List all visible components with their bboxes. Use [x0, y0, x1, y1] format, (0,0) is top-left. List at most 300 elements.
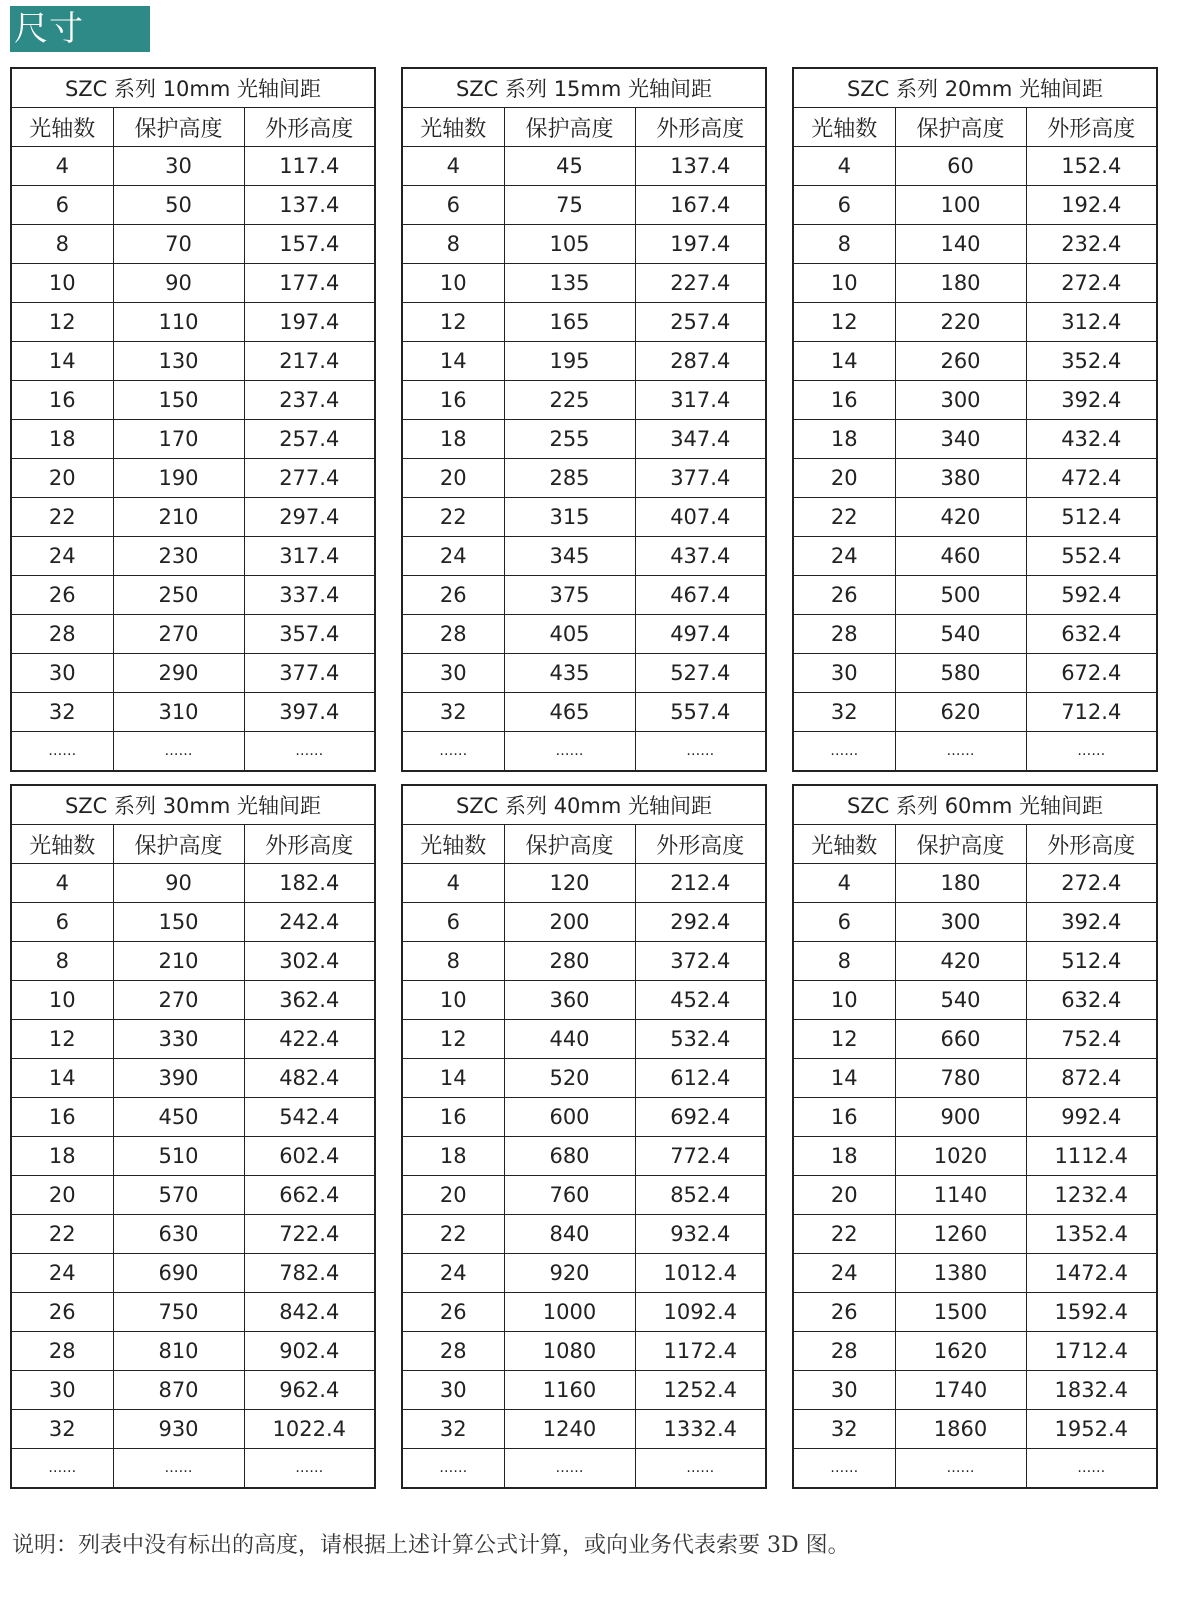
ellipsis-cell: ……: [793, 732, 895, 772]
table-cell: 28: [793, 615, 895, 654]
table-cell: 1952.4: [1026, 1410, 1157, 1449]
table-cell: 500: [895, 576, 1026, 615]
table-cell: 345: [504, 537, 635, 576]
table-cell: 352.4: [1026, 342, 1157, 381]
table-cell: 90: [113, 264, 244, 303]
table-cell: 180: [895, 864, 1026, 903]
table-cell: 465: [504, 693, 635, 732]
table-cell: 70: [113, 225, 244, 264]
table-cell: 1472.4: [1026, 1254, 1157, 1293]
table-cell: 1000: [504, 1293, 635, 1332]
table-cell: 902.4: [244, 1332, 375, 1371]
table-cell: 600: [504, 1098, 635, 1137]
table-cell: 22: [11, 498, 113, 537]
table-cell: 557.4: [635, 693, 766, 732]
table-cell: 232.4: [1026, 225, 1157, 264]
column-header: 光轴数: [402, 825, 504, 864]
table-cell: 372.4: [635, 942, 766, 981]
table-cell: 435: [504, 654, 635, 693]
table-cell: 24: [793, 1254, 895, 1293]
page-title: 尺寸表：: [10, 6, 150, 52]
table-cell: 10: [793, 264, 895, 303]
column-header: 保护高度: [504, 825, 635, 864]
table-row: [11, 537, 375, 576]
table-cell: 392.4: [1026, 903, 1157, 942]
table-cell: 24: [402, 1254, 504, 1293]
table-cell: 8: [402, 225, 504, 264]
table-cell: 340: [895, 420, 1026, 459]
table-row: [793, 186, 1157, 225]
table-cell: 390: [113, 1059, 244, 1098]
ellipsis-row: [11, 732, 375, 772]
table-cell: 14: [402, 1059, 504, 1098]
table-row: [793, 1098, 1157, 1137]
table-row: [402, 1254, 766, 1293]
table-cell: 16: [793, 1098, 895, 1137]
column-header: 光轴数: [11, 825, 113, 864]
table-cell: 32: [402, 1410, 504, 1449]
table-cell: 22: [11, 1215, 113, 1254]
table-cell: 8: [793, 942, 895, 981]
table-cell: 10: [402, 264, 504, 303]
table-cell: 297.4: [244, 498, 375, 537]
table-cell: 437.4: [635, 537, 766, 576]
ellipsis-cell: ……: [793, 1449, 895, 1489]
table-cell: 24: [402, 537, 504, 576]
table-row: [11, 303, 375, 342]
table-cell: 4: [402, 864, 504, 903]
table-cell: 8: [11, 225, 113, 264]
table-row: [793, 1410, 1157, 1449]
table-row: [793, 942, 1157, 981]
ellipsis-row: [793, 1449, 1157, 1489]
table-cell: 580: [895, 654, 1026, 693]
size-table: [401, 67, 767, 772]
table-cell: 28: [793, 1332, 895, 1371]
table-cell: 14: [11, 342, 113, 381]
table-row: [402, 381, 766, 420]
table-row: [793, 576, 1157, 615]
table-row: [11, 264, 375, 303]
table-cell: 752.4: [1026, 1020, 1157, 1059]
ellipsis-cell: ……: [113, 732, 244, 772]
table-cell: 1500: [895, 1293, 1026, 1332]
table-cell: 542.4: [244, 1098, 375, 1137]
table-row: [402, 1020, 766, 1059]
table-cell: 180: [895, 264, 1026, 303]
table-cell: 497.4: [635, 615, 766, 654]
table-cell: 672.4: [1026, 654, 1157, 693]
table-cell: 257.4: [244, 420, 375, 459]
table-row: [793, 420, 1157, 459]
ellipsis-cell: ……: [244, 1449, 375, 1489]
table-row: [402, 1410, 766, 1449]
table-cell: 450: [113, 1098, 244, 1137]
table-row: [11, 342, 375, 381]
table-cell: 630: [113, 1215, 244, 1254]
table-cell: 16: [793, 381, 895, 420]
table-cell: 20: [402, 459, 504, 498]
table-row: [793, 381, 1157, 420]
table-cell: 26: [793, 576, 895, 615]
table-cell: 6: [402, 903, 504, 942]
table-row: [402, 420, 766, 459]
table-cell: 1092.4: [635, 1293, 766, 1332]
table-cell: 190: [113, 459, 244, 498]
table-row: [402, 1137, 766, 1176]
table-cell: 380: [895, 459, 1026, 498]
table-cell: 217.4: [244, 342, 375, 381]
column-header: 外形高度: [244, 825, 375, 864]
table-row: [793, 342, 1157, 381]
table-cell: 842.4: [244, 1293, 375, 1332]
table-cell: 100: [895, 186, 1026, 225]
table-cell: 300: [895, 381, 1026, 420]
table-row: [11, 1254, 375, 1293]
table-cell: 30: [793, 654, 895, 693]
table-caption: SZC 系列 10mm 光轴间距: [11, 68, 375, 108]
table-cell: 760: [504, 1176, 635, 1215]
table-cell: 870: [113, 1371, 244, 1410]
table-cell: 14: [402, 342, 504, 381]
table-cell: 1252.4: [635, 1371, 766, 1410]
table-cell: 20: [793, 459, 895, 498]
table-cell: 28: [402, 1332, 504, 1371]
table-cell: 750: [113, 1293, 244, 1332]
table-cell: 12: [11, 1020, 113, 1059]
table-row: [793, 1215, 1157, 1254]
table-cell: 32: [402, 693, 504, 732]
table-cell: 420: [895, 498, 1026, 537]
table-cell: 690: [113, 1254, 244, 1293]
table-cell: 30: [11, 654, 113, 693]
table-cell: 270: [113, 981, 244, 1020]
table-cell: 135: [504, 264, 635, 303]
table-cell: 105: [504, 225, 635, 264]
ellipsis-row: [402, 732, 766, 772]
table-cell: 1832.4: [1026, 1371, 1157, 1410]
table-cell: 532.4: [635, 1020, 766, 1059]
table-cell: 140: [895, 225, 1026, 264]
table-row: [402, 537, 766, 576]
table-cell: 360: [504, 981, 635, 1020]
table-cell: 12: [402, 1020, 504, 1059]
table-row: [402, 264, 766, 303]
table-row: [11, 420, 375, 459]
table-cell: 772.4: [635, 1137, 766, 1176]
table-row: [793, 1176, 1157, 1215]
table-row: [793, 1254, 1157, 1293]
ellipsis-cell: ……: [113, 1449, 244, 1489]
column-header: 光轴数: [402, 108, 504, 147]
table-cell: 170: [113, 420, 244, 459]
table-cell: 407.4: [635, 498, 766, 537]
table-cell: 292.4: [635, 903, 766, 942]
table-cell: 280: [504, 942, 635, 981]
table-cell: 6: [11, 186, 113, 225]
table-row: [11, 903, 375, 942]
table-cell: 570: [113, 1176, 244, 1215]
table-row: [402, 1215, 766, 1254]
table-cell: 14: [793, 342, 895, 381]
table-cell: 1160: [504, 1371, 635, 1410]
table-cell: 4: [793, 147, 895, 186]
table-row: [793, 459, 1157, 498]
table-cell: 212.4: [635, 864, 766, 903]
table-row: [11, 147, 375, 186]
column-header: 保护高度: [113, 108, 244, 147]
table-cell: 26: [11, 576, 113, 615]
table-cell: 362.4: [244, 981, 375, 1020]
table-cell: 20: [402, 1176, 504, 1215]
table-row: [11, 1098, 375, 1137]
table-cell: 272.4: [1026, 264, 1157, 303]
table-cell: 1172.4: [635, 1332, 766, 1371]
table-cell: 45: [504, 147, 635, 186]
table-cell: 1232.4: [1026, 1176, 1157, 1215]
table-row: [402, 225, 766, 264]
table-cell: 4: [11, 864, 113, 903]
table-cell: 16: [402, 381, 504, 420]
table-cell: 10: [402, 981, 504, 1020]
table-cell: 12: [11, 303, 113, 342]
table-cell: 10: [793, 981, 895, 1020]
table-cell: 200: [504, 903, 635, 942]
table-cell: 780: [895, 1059, 1026, 1098]
table-cell: 30: [402, 654, 504, 693]
table-cell: 512.4: [1026, 942, 1157, 981]
table-row: [11, 1371, 375, 1410]
table-cell: 932.4: [635, 1215, 766, 1254]
table-cell: 8: [11, 942, 113, 981]
table-cell: 1712.4: [1026, 1332, 1157, 1371]
table-cell: 692.4: [635, 1098, 766, 1137]
table-cell: 900: [895, 1098, 1026, 1137]
ellipsis-cell: ……: [1026, 732, 1157, 772]
table-row: [793, 693, 1157, 732]
ellipsis-cell: ……: [11, 732, 113, 772]
table-cell: 137.4: [244, 186, 375, 225]
table-cell: 130: [113, 342, 244, 381]
table-row: [793, 147, 1157, 186]
table-cell: 137.4: [635, 147, 766, 186]
table-cell: 467.4: [635, 576, 766, 615]
table-row: [402, 342, 766, 381]
table-row: [402, 459, 766, 498]
table-row: [793, 1059, 1157, 1098]
table-row: [11, 186, 375, 225]
table-cell: 197.4: [244, 303, 375, 342]
table-cell: 237.4: [244, 381, 375, 420]
table-cell: 14: [11, 1059, 113, 1098]
table-cell: 1022.4: [244, 1410, 375, 1449]
table-cell: 157.4: [244, 225, 375, 264]
table-cell: 397.4: [244, 693, 375, 732]
ellipsis-cell: ……: [11, 1449, 113, 1489]
table-cell: 527.4: [635, 654, 766, 693]
table-cell: 12: [402, 303, 504, 342]
table-row: [11, 459, 375, 498]
table-row: [402, 942, 766, 981]
table-cell: 520: [504, 1059, 635, 1098]
column-header: 外形高度: [635, 825, 766, 864]
table-row: [11, 1410, 375, 1449]
table-cell: 1380: [895, 1254, 1026, 1293]
table-cell: 257.4: [635, 303, 766, 342]
table-cell: 30: [11, 1371, 113, 1410]
table-cell: 962.4: [244, 1371, 375, 1410]
table-cell: 22: [793, 1215, 895, 1254]
table-cell: 1012.4: [635, 1254, 766, 1293]
column-header: 外形高度: [635, 108, 766, 147]
table-row: [402, 654, 766, 693]
table-caption: SZC 系列 60mm 光轴间距: [793, 785, 1157, 825]
table-cell: 302.4: [244, 942, 375, 981]
footnote: 说明：列表中没有标出的高度，请根据上述计算公式计算，或向业务代表索要 3D 图。: [12, 1533, 850, 1558]
table-row: [11, 864, 375, 903]
table-cell: 540: [895, 981, 1026, 1020]
size-table: [401, 784, 767, 1489]
table-cell: 1260: [895, 1215, 1026, 1254]
table-cell: 420: [895, 942, 1026, 981]
ellipsis-cell: ……: [635, 1449, 766, 1489]
table-cell: 377.4: [635, 459, 766, 498]
table-cell: 26: [402, 576, 504, 615]
size-table: [10, 784, 376, 1489]
table-cell: 277.4: [244, 459, 375, 498]
table-cell: 90: [113, 864, 244, 903]
table-row: [11, 1176, 375, 1215]
table-row: [11, 1059, 375, 1098]
table-cell: 405: [504, 615, 635, 654]
column-header: 外形高度: [1026, 825, 1157, 864]
table-cell: 22: [402, 1215, 504, 1254]
table-cell: 632.4: [1026, 615, 1157, 654]
table-cell: 620: [895, 693, 1026, 732]
column-header: 保护高度: [113, 825, 244, 864]
table-row: [793, 537, 1157, 576]
table-cell: 30: [113, 147, 244, 186]
table-row: [793, 654, 1157, 693]
table-cell: 8: [402, 942, 504, 981]
table-cell: 460: [895, 537, 1026, 576]
table-cell: 270: [113, 615, 244, 654]
table-cell: 26: [11, 1293, 113, 1332]
column-header: 保护高度: [504, 108, 635, 147]
table-cell: 920: [504, 1254, 635, 1293]
table-cell: 722.4: [244, 1215, 375, 1254]
table-cell: 300: [895, 903, 1026, 942]
table-cell: 150: [113, 903, 244, 942]
table-cell: 592.4: [1026, 576, 1157, 615]
table-cell: 4: [402, 147, 504, 186]
table-cell: 1620: [895, 1332, 1026, 1371]
table-row: [402, 186, 766, 225]
table-row: [793, 864, 1157, 903]
table-cell: 210: [113, 942, 244, 981]
size-table: [792, 67, 1158, 772]
table-cell: 6: [11, 903, 113, 942]
table-row: [793, 903, 1157, 942]
table-cell: 1140: [895, 1176, 1026, 1215]
table-cell: 12: [793, 1020, 895, 1059]
table-cell: 810: [113, 1332, 244, 1371]
size-table: [792, 784, 1158, 1489]
table-cell: 782.4: [244, 1254, 375, 1293]
table-cell: 150: [113, 381, 244, 420]
table-cell: 195: [504, 342, 635, 381]
table-row: [11, 615, 375, 654]
table-row: [793, 1137, 1157, 1176]
table-cell: 16: [11, 381, 113, 420]
table-cell: 347.4: [635, 420, 766, 459]
table-cell: 1332.4: [635, 1410, 766, 1449]
table-cell: 18: [793, 1137, 895, 1176]
table-row: [11, 225, 375, 264]
table-cell: 482.4: [244, 1059, 375, 1098]
table-cell: 440: [504, 1020, 635, 1059]
table-cell: 165: [504, 303, 635, 342]
ellipsis-cell: ……: [635, 732, 766, 772]
table-cell: 540: [895, 615, 1026, 654]
table-cell: 632.4: [1026, 981, 1157, 1020]
ellipsis-cell: ……: [1026, 1449, 1157, 1489]
table-cell: 1112.4: [1026, 1137, 1157, 1176]
table-row: [402, 498, 766, 537]
table-cell: 110: [113, 303, 244, 342]
table-row: [402, 1098, 766, 1137]
table-cell: 182.4: [244, 864, 375, 903]
table-cell: 432.4: [1026, 420, 1157, 459]
table-row: [402, 1371, 766, 1410]
table-row: [11, 1332, 375, 1371]
table-cell: 32: [11, 693, 113, 732]
table-cell: 120: [504, 864, 635, 903]
ellipsis-cell: ……: [895, 1449, 1026, 1489]
table-cell: 1352.4: [1026, 1215, 1157, 1254]
table-row: [11, 1020, 375, 1059]
table-cell: 852.4: [635, 1176, 766, 1215]
column-header: 外形高度: [244, 108, 375, 147]
table-row: [402, 1176, 766, 1215]
table-cell: 290: [113, 654, 244, 693]
ellipsis-cell: ……: [504, 732, 635, 772]
table-row: [793, 1371, 1157, 1410]
table-cell: 32: [793, 693, 895, 732]
table-cell: 285: [504, 459, 635, 498]
table-caption: SZC 系列 30mm 光轴间距: [11, 785, 375, 825]
table-cell: 712.4: [1026, 693, 1157, 732]
table-row: [793, 498, 1157, 537]
table-row: [402, 903, 766, 942]
table-cell: 14: [793, 1059, 895, 1098]
table-row: [402, 1332, 766, 1371]
table-row: [402, 864, 766, 903]
table-cell: 227.4: [635, 264, 766, 303]
table-cell: 377.4: [244, 654, 375, 693]
table-cell: 22: [402, 498, 504, 537]
table-cell: 1860: [895, 1410, 1026, 1449]
table-cell: 552.4: [1026, 537, 1157, 576]
ellipsis-cell: ……: [402, 732, 504, 772]
table-cell: 18: [11, 420, 113, 459]
table-row: [793, 225, 1157, 264]
table-cell: 20: [11, 1176, 113, 1215]
table-cell: 117.4: [244, 147, 375, 186]
table-row: [793, 1020, 1157, 1059]
table-caption: SZC 系列 20mm 光轴间距: [793, 68, 1157, 108]
table-cell: 602.4: [244, 1137, 375, 1176]
